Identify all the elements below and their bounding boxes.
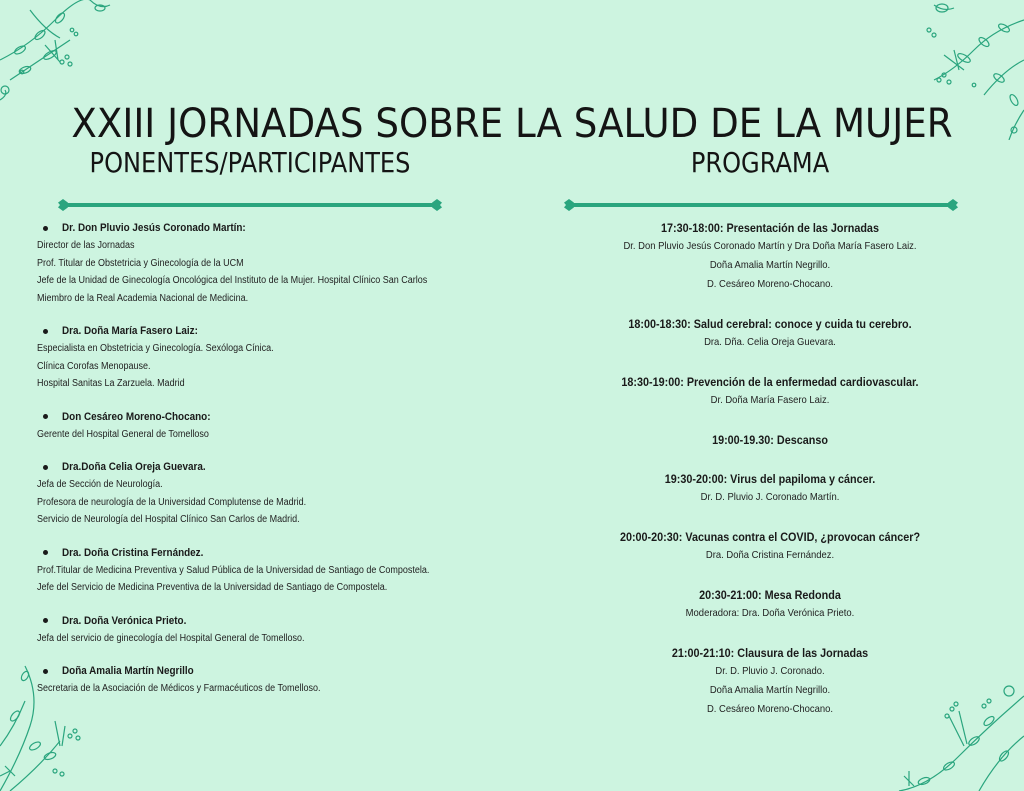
ponentes-divider: [58, 199, 442, 211]
ponente-item: [37, 458, 477, 529]
session-title: 18:00-18:30: Salud cerebral: conoce y cuida tu cerebro.: [628, 317, 912, 331]
session-speaker: Doña Amalia Martín Negrillo.: [709, 684, 831, 696]
session-item: [575, 219, 965, 294]
ponente-item: [37, 408, 477, 444]
session-item: [575, 315, 965, 352]
session-speaker: Dr. Doña María Fasero Laiz.: [710, 394, 830, 406]
ponente-detail: Hospital Sanitas La Zarzuela. Madrid: [37, 378, 185, 389]
session-item: [575, 586, 965, 623]
session-speaker: Moderadora: Dra. Doña Verónica Prieto.: [685, 607, 855, 619]
session-item: [575, 528, 965, 565]
session-title: 18:30-19:00: Prevención de la enfermedad cardiovascular.: [621, 375, 919, 389]
session-item: [575, 373, 965, 410]
session-speaker: Dr. D. Pluvio J. Coronado Martín.: [700, 491, 840, 503]
session-speaker: D. Cesáreo Moreno-Chocano.: [706, 278, 834, 290]
ponentes-heading: PONENTES/PARTICIPANTES: [89, 146, 411, 179]
ponente-detail: Jefa del servicio de ginecología del Hospital General de Tomelloso.: [37, 632, 305, 644]
session-title: 19:00-19.30: Descanso: [712, 433, 828, 447]
session-speaker: Dra. Dña. Celia Oreja Guevara.: [704, 336, 836, 348]
ponente-detail: Servicio de Neurología del Hospital Clínico San Carlos de Madrid.: [37, 514, 300, 525]
ponente-detail: Gerente del Hospital General de Tomelloso: [37, 428, 209, 440]
ponente-name: Doña Amalia Martín Negrillo: [62, 665, 194, 677]
ponente-detail: Profesora de neurología de la Universidad Complutense de Madrid.: [37, 496, 307, 508]
bullet-icon: [43, 329, 48, 334]
ponente-name: Don Cesáreo Moreno-Chocano:: [62, 410, 211, 423]
ponente-name: Dra.Doña Celia Oreja Guevara.: [62, 461, 206, 473]
ponente-name: Dr. Don Pluvio Jesús Coronado Martín:: [62, 222, 246, 234]
ponente-name: Dra. Doña Verónica Prieto.: [62, 614, 187, 627]
ponente-item: [37, 322, 477, 393]
ponente-name: Dra. Doña María Fasero Laiz:: [62, 325, 198, 337]
ponente-detail: Jefe de la Unidad de Ginecología Oncológica del Instituto de la Mujer. Hospital Clínico San Carlos: [37, 275, 428, 286]
floral-decoration-top-left-icon: [0, 0, 135, 110]
session-item: [575, 431, 965, 449]
bullet-icon: [43, 618, 48, 623]
ponente-detail: Prof.Titular de Medicina Preventiva y Salud Pública de la Universidad de Santiago de Compostela.: [37, 564, 430, 576]
ponente-item: [37, 612, 477, 648]
ponente-detail: Jefa de Sección de Neurología.: [37, 479, 163, 490]
ponente-detail: Director de las Jornadas: [37, 240, 135, 251]
bullet-icon: [43, 550, 48, 555]
ponente-detail: Miembro de la Real Academia Nacional de Medicina.: [37, 292, 249, 304]
session-speaker: D. Cesáreo Moreno-Chocano.: [706, 703, 834, 715]
session-title: 17:30-18:00: Presentación de las Jornadas: [661, 221, 879, 235]
ponente-item: [37, 662, 477, 698]
ponentes-list: [37, 219, 477, 713]
bullet-icon: [43, 226, 48, 231]
bullet-icon: [43, 414, 48, 419]
session-title: 19:30-20:00: Virus del papiloma y cáncer.: [664, 472, 876, 486]
bullet-icon: [43, 465, 48, 470]
session-speaker: Dr. D. Pluvio J. Coronado.: [715, 665, 825, 677]
session-title: 21:00-21:10: Clausura de las Jornadas: [671, 646, 869, 660]
ponente-detail: Especialista en Obstetricia y Ginecología. Sexóloga Cínica.: [37, 343, 274, 354]
session-title: 20:00-20:30: Vacunas contra el COVID, ¿provocan cáncer?: [619, 530, 921, 544]
session-item: [575, 644, 965, 719]
page-title: XXIII JORNADAS SOBRE LA SALUD DE LA MUJER: [71, 100, 953, 147]
ponente-item: [37, 544, 477, 597]
session-speaker: Dra. Doña Cristina Fernández.: [705, 549, 835, 561]
session-title: 20:30-21:00: Mesa Redonda: [699, 588, 841, 602]
programa-divider: [564, 199, 958, 211]
programa-list: [575, 219, 965, 740]
session-speaker: Doña Amalia Martín Negrillo.: [709, 259, 831, 271]
session-item: [575, 470, 965, 507]
ponente-detail: Secretaria de la Asociación de Médicos y Farmacéuticos de Tomelloso.: [37, 683, 321, 694]
bullet-icon: [43, 669, 48, 674]
ponente-detail: Jefe del Servicio de Medicina Preventiva de la Universidad de Santiago de Compostela.: [37, 582, 388, 593]
ponente-name: Dra. Doña Cristina Fernández.: [62, 546, 204, 559]
session-speaker: Dr. Don Pluvio Jesús Coronado Martín y Dra Doña María Fasero Laiz.: [623, 240, 917, 252]
ponente-detail: Clínica Corofas Menopause.: [37, 360, 151, 372]
ponente-detail: Prof. Titular de Obstetricia y Ginecología de la UCM: [37, 257, 244, 269]
ponente-item: [37, 219, 477, 307]
programa-heading: PROGRAMA: [690, 146, 830, 179]
